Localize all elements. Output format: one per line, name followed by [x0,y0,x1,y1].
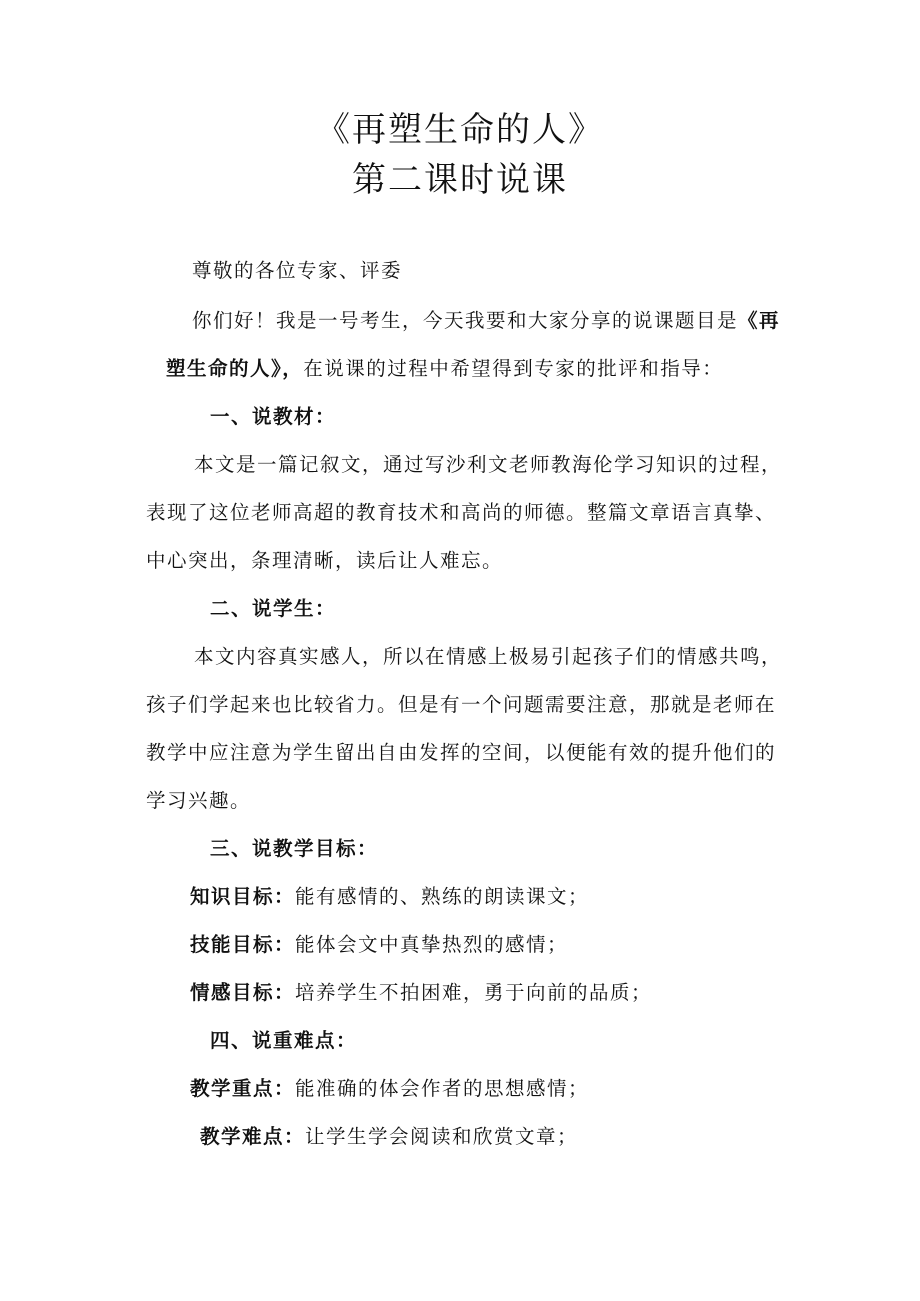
intro-text: 你们好！我是一号考生，今天我要和大家分享的说课题目是 [192,309,739,332]
key-point-item [200,1122,578,1152]
goal-item [190,930,568,960]
paragraph-line: 教学中应注意为学生留出自由发挥的空间，以便能有效的提升他们的 [146,741,777,764]
key-point-label: 教学难点： [200,1125,306,1148]
document-subtitle: 第二课时说课 [352,160,568,200]
goal-item [190,978,652,1008]
key-point-label: 教学重点： [190,1077,296,1100]
key-point-item [190,1074,589,1104]
salutation: 尊敬的各位专家、评委 [192,259,403,282]
intro-text-cont: 在说课的过程中希望得到专家的批评和指导： [303,357,724,380]
paragraph-line: 中心突出，条理清晰，读后让人难忘。 [146,549,504,572]
key-point-text: 能准确的体会作者的思想感情； [295,1077,590,1100]
document-title: 《再塑生命的人》 [316,110,604,150]
goal-text: 能有感情的、熟练的朗读课文； [295,885,590,908]
key-point-text: 让学生学会阅读和欣赏文章； [305,1125,579,1148]
goal-label: 知识目标： [190,885,296,908]
lesson-title-end: 塑生命的人》， [166,357,304,380]
goal-label: 技能目标： [190,933,296,956]
paragraph-line: 学习兴趣。 [146,789,252,812]
section-heading-textbook: 一、说教材： [210,405,337,428]
intro-line-2 [166,354,723,384]
intro-line-1 [192,306,780,336]
paragraph-line: 本文是一篇记叙文，通过写沙利文老师教海伦学习知识的过程， [194,453,783,476]
section-heading-key-points: 四、说重难点： [210,1029,358,1052]
lesson-title-start: 《再 [738,309,781,332]
section-heading-students: 二、说学生： [210,597,337,620]
paragraph-line: 孩子们学起来也比较省力。但是有一个问题需要注意，那就是老师在 [146,693,777,716]
goal-text: 培养学生不拍困难，勇于向前的品质； [295,981,653,1004]
paragraph-line: 表现了这位老师高超的教育技术和高尚的师德。整篇文章语言真挚、 [146,501,777,524]
goal-text: 能体会文中真挚热烈的感情； [295,933,569,956]
paragraph-line: 本文内容真实感人，所以在情感上极易引起孩子们的情感共鸣， [194,645,783,668]
goal-label: 情感目标： [190,981,296,1004]
goal-item [190,882,589,912]
section-heading-goals: 三、说教学目标： [210,837,379,860]
